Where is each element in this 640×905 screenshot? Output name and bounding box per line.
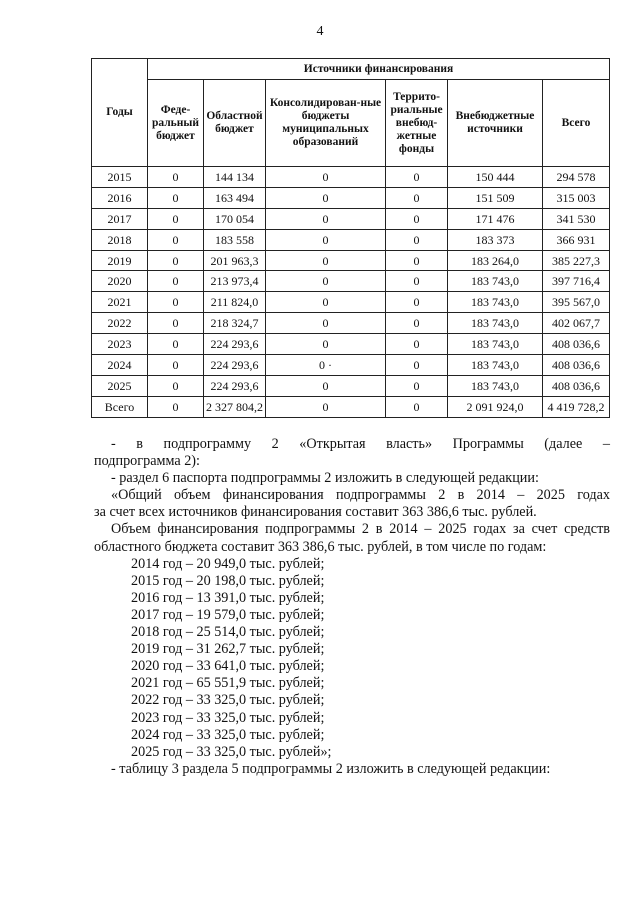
cell-total: 385 227,3 [543, 250, 610, 271]
body-text [0, 436, 640, 778]
year-item: 2021 год – 65 551,9 тыс. рублей; [131, 675, 325, 692]
header-federal: Феде-ральный бюджет [148, 80, 204, 167]
cell-extrabudget: 183 743,0 [448, 271, 543, 292]
table-row [92, 208, 610, 229]
header-municipal: Консолидирован-ные бюджеты муниципальных образований [266, 80, 386, 167]
cell-federal: 0 [148, 396, 204, 417]
cell-municipal: 0 [266, 375, 386, 396]
cell-municipal: 0 [266, 208, 386, 229]
cell-extrabudget: 2 091 924,0 [448, 396, 543, 417]
cell-total: 4 419 728,2 [543, 396, 610, 417]
cell-total: 408 036,6 [543, 355, 610, 376]
cell-federal: 0 [148, 355, 204, 376]
header-territorial: Террито-риальные внебюд-жетные фонды [386, 80, 448, 167]
paragraph-subprogram-2: - в подпрограмму 2 «Открытая власть» Программы (далее – [111, 436, 610, 452]
cell-year: 2022 [92, 313, 148, 334]
cell-territorial: 0 [386, 396, 448, 417]
cell-territorial: 0 [386, 292, 448, 313]
cell-regional: 170 054 [204, 208, 266, 229]
paragraph-regional-funding-cont: областного бюджета составит 363 386,6 тыс. рублей, в том числе по годам: [94, 538, 547, 555]
cell-total: 408 036,6 [543, 334, 610, 355]
cell-year: 2016 [92, 187, 148, 208]
cell-federal: 0 [148, 229, 204, 250]
cell-regional: 201 963,3 [204, 250, 266, 271]
cell-regional: 211 824,0 [204, 292, 266, 313]
cell-extrabudget: 183 743,0 [448, 375, 543, 396]
cell-territorial: 0 [386, 187, 448, 208]
cell-territorial: 0 [386, 334, 448, 355]
cell-extrabudget: 183 373 [448, 229, 543, 250]
cell-territorial: 0 [386, 229, 448, 250]
cell-extrabudget: 183 264,0 [448, 250, 543, 271]
table-row [92, 250, 610, 271]
cell-extrabudget: 151 509 [448, 187, 543, 208]
cell-total: 408 036,6 [543, 375, 610, 396]
table-row [92, 313, 610, 334]
header-total: Всего [543, 80, 610, 167]
year-item: 2025 год – 33 325,0 тыс. рублей»; [131, 743, 332, 760]
year-item: 2023 год – 33 325,0 тыс. рублей; [131, 709, 325, 726]
table-row [92, 334, 610, 355]
cell-year: Всего [92, 396, 148, 417]
cell-municipal: 0 [266, 167, 386, 188]
cell-total: 341 530 [543, 208, 610, 229]
cell-federal: 0 [148, 167, 204, 188]
cell-municipal: 0 [266, 313, 386, 334]
cell-regional: 218 324,7 [204, 313, 266, 334]
cell-territorial: 0 [386, 167, 448, 188]
cell-municipal: 0 [266, 229, 386, 250]
cell-year: 2018 [92, 229, 148, 250]
table-row [92, 167, 610, 188]
cell-year: 2021 [92, 292, 148, 313]
table-row [92, 355, 610, 376]
paragraph-subprogram-2-cont: подпрограмма 2): [94, 453, 200, 470]
cell-federal: 0 [148, 313, 204, 334]
table-row [92, 229, 610, 250]
cell-municipal: 0 [266, 250, 386, 271]
cell-extrabudget: 183 743,0 [448, 334, 543, 355]
cell-federal: 0 [148, 250, 204, 271]
cell-territorial: 0 [386, 313, 448, 334]
paragraph-regional-funding: Объем финансирования подпрограммы 2 в 2014 – 2025 годах за счет средств [111, 521, 610, 538]
cell-territorial: 0 [386, 355, 448, 376]
cell-regional: 224 293,6 [204, 375, 266, 396]
cell-extrabudget: 183 743,0 [448, 292, 543, 313]
cell-extrabudget: 150 444 [448, 167, 543, 188]
cell-territorial: 0 [386, 375, 448, 396]
cell-federal: 0 [148, 271, 204, 292]
paragraph-table-3: - таблицу 3 раздела 5 подпрограммы 2 изложить в следующей редакции: [111, 760, 551, 777]
cell-territorial: 0 [386, 250, 448, 271]
cell-year: 2015 [92, 167, 148, 188]
table-row [92, 292, 610, 313]
cell-regional: 224 293,6 [204, 334, 266, 355]
cell-territorial: 0 [386, 208, 448, 229]
page-number: 4 [316, 24, 324, 39]
cell-regional: 144 134 [204, 167, 266, 188]
cell-territorial: 0 [386, 271, 448, 292]
year-item: 2015 год – 20 198,0 тыс. рублей; [131, 572, 325, 589]
year-item: 2024 год – 33 325,0 тыс. рублей; [131, 726, 325, 743]
table-row [92, 375, 610, 396]
cell-year: 2023 [92, 334, 148, 355]
cell-total: 395 567,0 [543, 292, 610, 313]
paragraph-total-funding-cont: за счет всех источников финансирования составит 363 386,6 тыс. рублей. [94, 504, 537, 521]
cell-year: 2025 [92, 375, 148, 396]
cell-total: 402 067,7 [543, 313, 610, 334]
cell-total: 315 003 [543, 187, 610, 208]
cell-federal: 0 [148, 334, 204, 355]
cell-federal: 0 [148, 375, 204, 396]
cell-extrabudget: 183 743,0 [448, 355, 543, 376]
year-item: 2020 год – 33 641,0 тыс. рублей; [131, 658, 325, 675]
year-item: 2014 год – 20 949,0 тыс. рублей; [131, 555, 325, 572]
cell-municipal: 0 [266, 396, 386, 417]
header-years: Годы [92, 59, 148, 167]
year-item: 2019 год – 31 262,7 тыс. рублей; [131, 641, 325, 658]
cell-extrabudget: 183 743,0 [448, 313, 543, 334]
year-item: 2016 год – 13 391,0 тыс. рублей; [131, 589, 325, 606]
cell-regional: 2 327 804,2 [204, 396, 266, 417]
cell-regional: 224 293,6 [204, 355, 266, 376]
cell-extrabudget: 171 476 [448, 208, 543, 229]
table-row [92, 271, 610, 292]
year-item: 2017 год – 19 579,0 тыс. рублей; [131, 606, 325, 623]
cell-year: 2024 [92, 355, 148, 376]
cell-year: 2019 [92, 250, 148, 271]
cell-total: 366 931 [543, 229, 610, 250]
cell-municipal: 0 [266, 334, 386, 355]
paragraph-section-6: - раздел 6 паспорта подпрограммы 2 изложить в следующей редакции: [111, 470, 539, 487]
cell-regional: 213 973,4 [204, 271, 266, 292]
cell-regional: 163 494 [204, 187, 266, 208]
header-regional: Областной бюджет [204, 80, 266, 167]
cell-year: 2017 [92, 208, 148, 229]
cell-regional: 183 558 [204, 229, 266, 250]
header-financing-sources: Источники финансирования [148, 59, 610, 80]
cell-municipal: 0 [266, 292, 386, 313]
cell-municipal: 0 [266, 271, 386, 292]
cell-total: 294 578 [543, 167, 610, 188]
cell-municipal: 0 · [266, 355, 386, 376]
cell-year: 2020 [92, 271, 148, 292]
cell-municipal: 0 [266, 187, 386, 208]
year-item: 2022 год – 33 325,0 тыс. рублей; [131, 692, 325, 709]
cell-total: 397 716,4 [543, 271, 610, 292]
financing-table [91, 58, 610, 418]
cell-federal: 0 [148, 292, 204, 313]
table-row [92, 187, 610, 208]
paragraph-total-funding: «Общий объем финансирования подпрограммы 2 в 2014 – 2025 годах [111, 487, 610, 504]
header-extrabudget: Внебюджетные источники [448, 80, 543, 167]
cell-federal: 0 [148, 187, 204, 208]
year-item: 2018 год – 25 514,0 тыс. рублей; [131, 624, 325, 641]
table-row-total [92, 396, 610, 417]
cell-federal: 0 [148, 208, 204, 229]
